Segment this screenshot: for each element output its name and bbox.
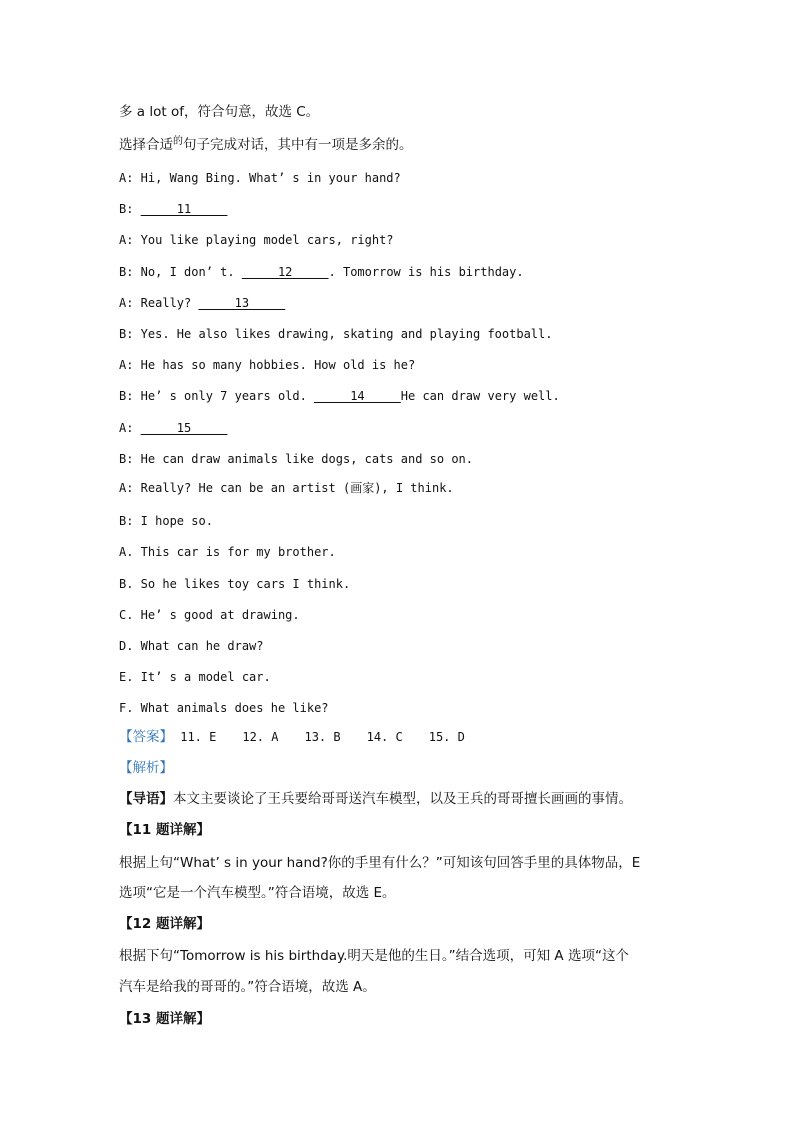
dialogue-line: A: He has so many hobbies. How old is he?	[119, 358, 416, 372]
instruction-line	[119, 137, 413, 155]
option-b: B. So he likes toy cars I think.	[119, 577, 351, 591]
dialogue-line: B: He can draw animals like dogs, cats and so on.	[119, 452, 474, 466]
option-d: D. What can he draw?	[119, 639, 264, 653]
dialogue-line: B: I hope so.	[119, 514, 213, 528]
dialogue-line	[119, 420, 227, 436]
dialogue-line	[119, 264, 524, 280]
guide-line	[119, 791, 632, 807]
dialogue-text: He can draw very well.	[400, 389, 560, 403]
answer-item: 14. C	[366, 730, 403, 744]
instruction-part: 选择合适	[119, 137, 173, 153]
option-f: F. What animals does he like?	[119, 701, 329, 715]
option-c: C. He’ s good at drawing.	[119, 608, 300, 622]
answer-line	[119, 729, 491, 746]
answer-blank-15: _____15_____	[140, 421, 228, 435]
dialogue-line: A: Hi, Wang Bing. What’ s in your hand?	[119, 171, 401, 185]
analysis-tag: 【解析】	[119, 760, 173, 776]
dialogue-line: B: Yes. He also likes drawing, skating and playing football.	[119, 327, 553, 341]
dialogue-line: A: Really? He can be an artist (画家), I think.	[119, 481, 454, 495]
guide-tag: 【导语】	[119, 791, 173, 807]
dialogue-text: A: Really?	[119, 296, 199, 310]
q11-text: 根据上句“What’ s in your hand?你的手里有什么？”可知该句回答手里的具体物品，E	[119, 855, 641, 871]
q11-heading: 【11 题详解】	[119, 822, 210, 838]
answer-blank-14: _____14_____	[314, 389, 401, 403]
text-line: 多 a lot of，符合句意，故选 C。	[119, 104, 320, 120]
speaker: B:	[119, 202, 141, 216]
dialogue-text: . Tomorrow is his birthday.	[328, 265, 524, 279]
dialogue-line: A: You like playing model cars, right?	[119, 233, 394, 247]
q12-heading: 【12 题详解】	[119, 916, 210, 932]
answer-item: 13. B	[304, 730, 341, 744]
dialogue-line	[119, 295, 285, 311]
q13-heading: 【13 题详解】	[119, 1011, 210, 1027]
answer-blank-13: _____13_____	[198, 296, 286, 310]
answer-item: 12. A	[242, 730, 279, 744]
answer-tag: 【答案】	[119, 729, 173, 745]
q11-text: 选项“它是一个汽车模型。”符合语境，故选 E。	[119, 885, 396, 901]
dialogue-line	[119, 201, 227, 217]
q12-text: 汽车是给我的哥哥的。”符合语境，故选 A。	[119, 979, 376, 995]
instruction-superscript: 的	[173, 136, 183, 147]
dialogue-line	[119, 388, 560, 404]
instruction-part: 句子完成对话，其中有一项是多余的。	[183, 137, 413, 153]
guide-text: 本文主要谈论了王兵要给哥哥送汽车模型，以及王兵的哥哥擅长画画的事情。	[173, 791, 632, 807]
option-a: A. This car is for my brother.	[119, 545, 336, 559]
answer-item: 15. D	[428, 730, 465, 744]
answer-blank-11: _____11_____	[140, 202, 228, 216]
q12-text: 根据下句“Tomorrow is his birthday.明天是他的生日。”结合选项，可知 A 选项“这个	[119, 948, 629, 964]
answer-blank-12: _____12_____	[241, 265, 329, 279]
speaker: A:	[119, 421, 141, 435]
answer-item: 11. E	[180, 730, 217, 744]
dialogue-text: B: No, I don’ t.	[119, 265, 242, 279]
option-e: E. It’ s a model car.	[119, 670, 271, 684]
dialogue-text: B: He’ s only 7 years old.	[119, 389, 315, 403]
